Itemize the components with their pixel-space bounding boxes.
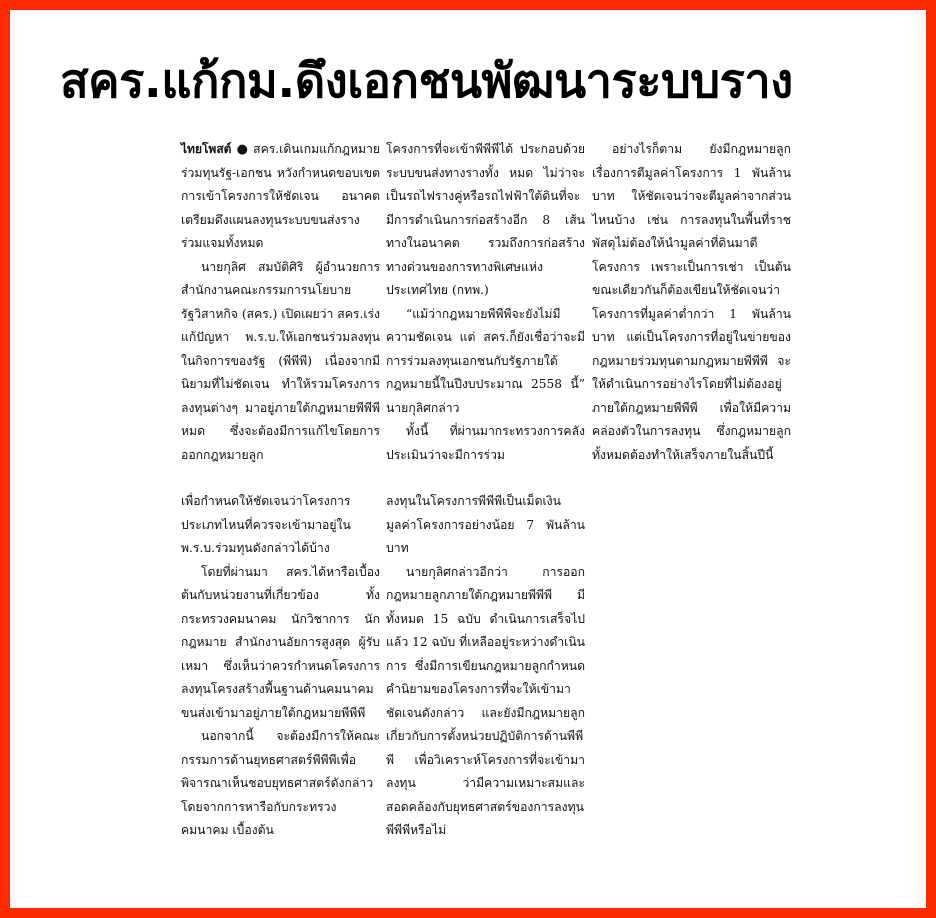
article-paragraph: ทั้งนี้ ที่ผ่านมากระทรวงการคลังประเมินว่าจะมีการร่วม [386, 424, 585, 462]
bullet-icon: ● [234, 142, 251, 157]
headline: สคร.แก้กม.ดึงเอกชนพัฒนาระบบราง [60, 54, 793, 109]
article-paragraph: อย่างไรก็ตาม ยังมีกฎหมายลูกเรื่องการตีมูลค่าโครงการ 1 พันล้านบาท ให้ชัดเจนว่าจะตีมูลค่าจากส่วนไหนบ้าง เช่น การลงทุนในพื้นที่ราชพัสดุไม่ต้องให้นำมูลค่าที่ดินมาตีโครงการ เพราะเป็นการเช่า เป็นต้น ขณะเดียวกันก็ต้องเขียนให้ชัดเจนว่าโครงการที่มูลค่าต่ำกว่า 1 พันล้านบาท แต่เป็นโครงการที่อยู่ในข่ายของกฎหมายร่วมทุนตามกฎหมายพีพีพี จะให้ดำเนินการอย่างไรโดยที่ไม่ต้องอยู่ภายใต้กฎหมายพีพีพี เพื่อให้มีความคล่องตัวในการลงทุน ซึ่งกฎหมายลูกทั้งหมดต้องทำให้เสร็จภายในสิ้นปีนี้ [592, 142, 791, 462]
article-paragraph: นอกจากนี้ จะต้องมีการให้คณะกรรมการด้านยุทธศาสตร์พีพีพีเพื่อพิจารณาเห็นชอบยุทธศาสตร์ดังกล่าว โดยจากการหารือกับกระทรวงคมนาคม เบื้องต้น [181, 729, 380, 837]
article-paragraph: นายกุลิศกล่าวอีกว่า การออกกฎหมายลูกภายใต้กฎหมายพีพีพี มีทั้งหมด 15 ฉบับ ดำเนินการเสร็จไปแล้ว 12 ฉบับ ที่เหลืออยู่ระหว่างดำเนินการ ซึ่งมีการเขียนกฎหมายลูกกำหนดคำนิยามของโครงการที่จะให้เข้ามาชัดเจนดังกล่าว และยังมีกฎหมายลูกเกี่ยวกับการตั้งหน่วยปฏิบัติการด้านพีพีพี เพื่อวิเคราะห์โครงการที่จะเข้ามาลงทุน ว่ามีความเหมาะสมและสอดคล้องกับยุทธศาสตร์ของการลงทุนพีพีพีหรือไม่ [386, 564, 585, 837]
article-paragraph: ลงทุนในโครงการพีพีพีเป็นเม็ดเงินมูลค่าโครงการอย่างน้อย 7 พันล้านบาท [386, 494, 585, 555]
article-column-3 [592, 138, 791, 467]
article-paragraph [181, 138, 380, 256]
article-paragraph: เพื่อกำหนดให้ชัดเจนว่าโครงการประเภทไหนที่ควรจะเข้ามาอยู่ใน พ.ร.บ.ร่วมทุนดังกล่าวได้บ้าง [181, 494, 351, 555]
paragraph-text: สคร.เดินเกมแก้กฎหมายร่วมทุนรัฐ-เอกชน หวังกำหนดขอบเขตการเข้าโครงการให้ชัดเจน อนาคตเตรียมดึงแผนลงทุนระบบขนส่งรางร่วมแจมทั้งหมด [181, 142, 380, 250]
article-paragraph: โครงการที่จะเข้าพีพีพีได้ ประกอบด้วย ระบบขนส่งทางรางทั้ง หมด ไม่ว่าจะเป็นรถไฟรางคู่หรือรถไฟฟ้าใต้ดินที่จะมีการดำเนินการก่อสร้างอีก 8 เส้นทางในอนาคต รวมถึงการก่อสร้างทางด่วนของการทางพิเศษแห่งประเทศไทย (กทพ.) [386, 142, 585, 297]
article-column-2 [386, 138, 585, 843]
article-paragraph: โดยที่ผ่านมา สคร.ได้หารือเบื้องต้นกับหน่วยงานที่เกี่ยวข้อง ทั้งกระทรวงคมนาคม นักวิชาการ นักกฎหมาย สำนักงานอัยการสูงสุด ผู้รับเหมา ซึ่งเห็นว่าควรกำหนดโครงการลงทุนโครงสร้างพื้นฐานด้านคมนาคมขนส่งเข้ามาอยู่ภายใต้กฎหมายพีพีพี [181, 564, 380, 720]
article-paragraph: “แม้ว่ากฎหมายพีพีพีจะยังไม่มีความชัดเจน แต่ สคร.ก็ยังเชื่อว่าจะมีการร่วมลงทุนเอกชนกับรัฐภายใต้กฎหมายนี้ในปีงบประมาณ 2558 นี้” นายกุลิศกล่าว [386, 306, 585, 415]
article-column-1 [181, 138, 380, 843]
byline: ไทยโพสต์ [181, 142, 232, 156]
article-paragraph: นายกุลิศ สมบัติศิริ ผู้อำนวยการสำนักงานคณะกรรมการนโยบายรัฐวิสาหกิจ (สคร.) เปิดเผยว่า สคร.เร่งแก้ปัญหา พ.ร.บ.ให้เอกชนร่วมลงทุนในกิจการของรัฐ (พีพีพี) เนื่องจากมีนิยามที่ไม่ชัดเจน ทำให้รวมโครงการลงทุนต่างๆ มาอยู่ภายใต้กฎหมายพีพีพีหมด ซึ่งจะต้องมีการแก้ไขโดยการออกกฎหมายลูก [181, 259, 380, 462]
